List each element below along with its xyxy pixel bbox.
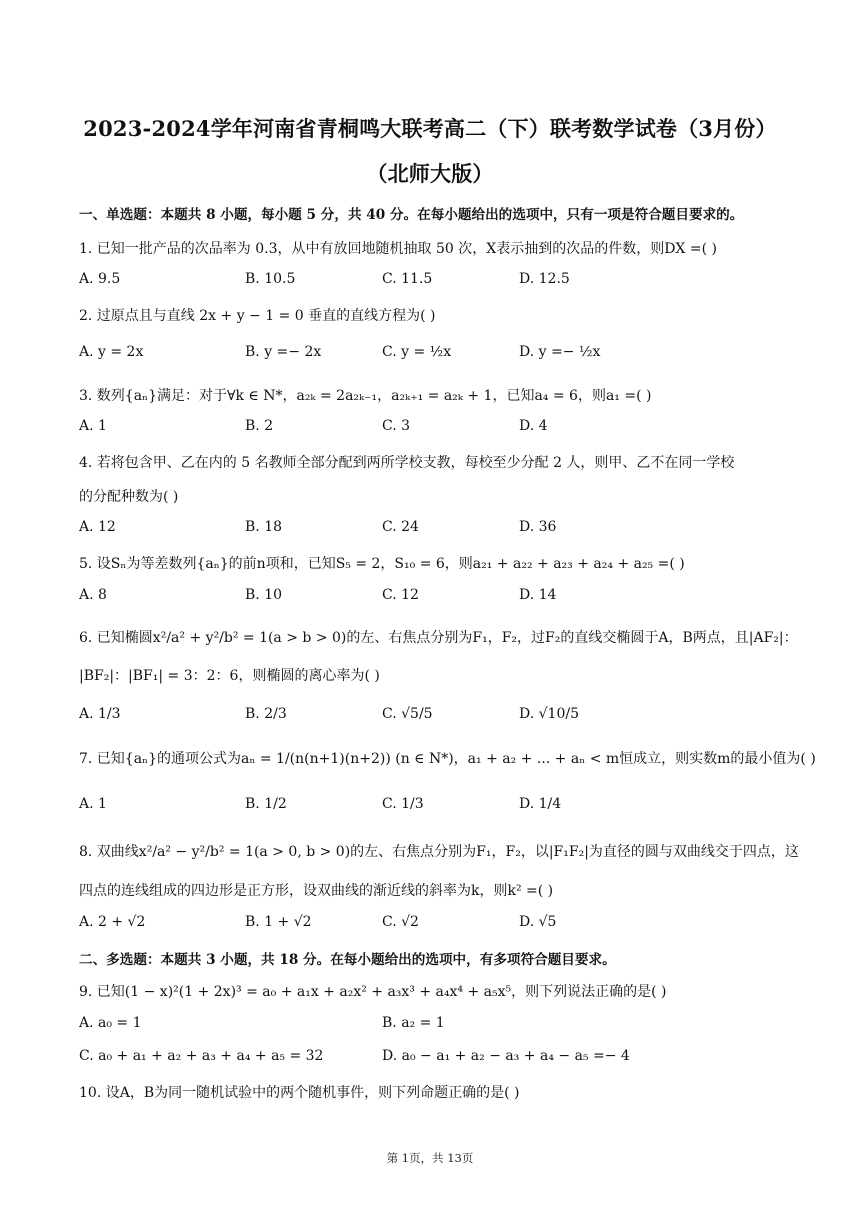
question-2-option-d: D. y =− ½x <box>519 344 601 360</box>
question-1-stem: 1. 已知一批产品的次品率为 0.3，从中有放回地随机抽取 50 次，X表示抽到的次品的件数，则DX =( ) <box>79 241 717 257</box>
question-1-option-b: B. 10.5 <box>245 271 296 287</box>
question-3-option-c: C. 3 <box>382 418 411 434</box>
question-9-stem: 9. 已知(1 − x)²(1 + 2x)³ = a₀ + a₁x + a₂x² + a₃x³ + a₄x⁴ + a₅x⁵，则下列说法正确的是( ) <box>79 984 667 1000</box>
question-5-option-a: A. 8 <box>79 587 107 603</box>
question-2-option-c: C. y = ½x <box>382 344 452 360</box>
question-4-option-d: D. 36 <box>519 519 557 535</box>
question-6-option-d: D. √10/5 <box>519 706 579 722</box>
question-7-option-a: A. 1 <box>79 796 107 812</box>
question-5-option-c: C. 12 <box>382 587 419 603</box>
question-1-option-a: A. 9.5 <box>79 271 121 287</box>
question-9-option-a: A. a₀ = 1 <box>79 1015 142 1031</box>
question-5-stem: 5. 设Sₙ为等差数列{aₙ}的前n项和，已知S₅ = 2，S₁₀ = 6，则a₂₁ + a₂₂ + a₂₃ + a₂₄ + a₂₅ =( ) <box>79 556 685 572</box>
question-3-option-b: B. 2 <box>245 418 274 434</box>
question-6-option-b: B. 2/3 <box>245 706 287 722</box>
page-footer: 第 1页，共 13页 <box>386 1151 474 1165</box>
question-1-option-c: C. 11.5 <box>382 271 433 287</box>
question-6-option-a: A. 1/3 <box>79 706 121 722</box>
question-2-stem: 2. 过原点且与直线 2x + y − 1 = 0 垂直的直线方程为( ) <box>79 308 436 324</box>
question-4-option-b: B. 18 <box>245 519 283 535</box>
question-8-option-c: C. √2 <box>382 914 419 930</box>
question-4-option-a: A. 12 <box>79 519 116 535</box>
section-header-single-choice: 一、单选题：本题共 8 小题，每小题 5 分，共 40 分。在每小题给出的选项中，只有一项是符合题目要求的。 <box>79 207 744 223</box>
question-6-stem-line-1: 6. 已知椭圆x²/a² + y²/b² = 1(a > b > 0)的左、右焦点分别为F₁，F₂，过F₂的直线交椭圆于A，B两点，且|AF₂|： <box>79 630 798 646</box>
question-7-stem: 7. 已知{aₙ}的通项公式为aₙ = 1/(n(n+1)(n+2)) (n ∈ N*)，a₁ + a₂ + ... + aₙ < m恒成立，则实数m的最小值为( ) <box>79 751 816 767</box>
question-8-option-d: D. √5 <box>519 914 557 930</box>
question-6-option-c: C. √5/5 <box>382 706 433 722</box>
question-3-option-a: A. 1 <box>79 418 107 434</box>
question-7-option-c: C. 1/3 <box>382 796 424 812</box>
question-3-option-d: D. 4 <box>519 418 548 434</box>
question-6-stem-line-2: |BF₂|：|BF₁| = 3：2：6，则椭圆的离心率为( ) <box>79 668 380 684</box>
question-8-option-a: A. 2 + √2 <box>79 914 146 930</box>
question-8-stem-line-2: 四点的连线组成的四边形是正方形，设双曲线的渐近线的斜率为k，则k² =( ) <box>79 883 554 899</box>
question-9-option-d: D. a₀ − a₁ + a₂ − a₃ + a₄ − a₅ =− 4 <box>382 1048 630 1064</box>
question-2-option-b: B. y =− 2x <box>245 344 322 360</box>
question-7-option-b: B. 1/2 <box>245 796 287 812</box>
question-3-stem: 3. 数列{aₙ}满足：对于∀k ∈ N*，a₂ₖ = 2a₂ₖ₋₁，a₂ₖ₊₁ = a₂ₖ + 1，已知a₄ = 6，则a₁ =( ) <box>79 388 652 404</box>
question-7-option-d: D. 1/4 <box>519 796 562 812</box>
question-5-option-b: B. 10 <box>245 587 283 603</box>
section-header-multiple-choice: 二、多选题：本题共 3 小题，共 18 分。在每小题给出的选项中，有多项符合题目要求。 <box>79 952 616 968</box>
question-1-option-d: D. 12.5 <box>519 271 570 287</box>
exam-title: 2023-2024学年河南省青桐鸣大联考高二（下）联考数学试卷（3月份） <box>83 116 777 141</box>
question-4-stem-line-2: 的分配种数为( ) <box>79 489 179 505</box>
question-5-option-d: D. 14 <box>519 587 557 603</box>
question-10-stem: 10. 设A，B为同一随机试验中的两个随机事件，则下列命题正确的是( ) <box>79 1085 520 1101</box>
question-2-option-a: A. y = 2x <box>79 344 144 360</box>
question-4-stem-line-1: 4. 若将包含甲、乙在内的 5 名教师全部分配到两所学校支教，每校至少分配 2 人，则甲、乙不在同一学校 <box>79 455 735 471</box>
question-4-option-c: C. 24 <box>382 519 419 535</box>
question-9-option-c: C. a₀ + a₁ + a₂ + a₃ + a₄ + a₅ = 32 <box>79 1048 324 1064</box>
question-8-stem-line-1: 8. 双曲线x²/a² − y²/b² = 1(a > 0, b > 0)的左、右焦点分别为F₁，F₂，以|F₁F₂|为直径的圆与双曲线交于四点，这 <box>79 844 799 860</box>
question-8-option-b: B. 1 + √2 <box>245 914 312 930</box>
question-9-option-b: B. a₂ = 1 <box>382 1015 445 1031</box>
exam-subtitle: （北师大版） <box>366 161 494 186</box>
